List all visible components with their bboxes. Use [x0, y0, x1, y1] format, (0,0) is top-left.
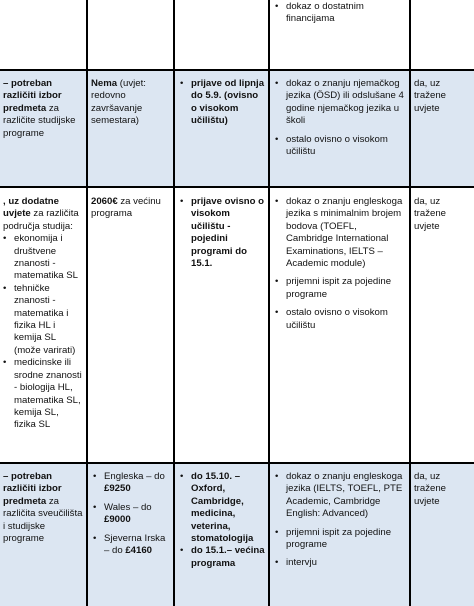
list-item: • ostalo ovisno o visokom učilištu: [273, 134, 406, 159]
table-cell: [411, 464, 474, 606]
requirement-text: za različite studijske programe: [3, 102, 76, 139]
table-cell: [0, 188, 86, 462]
list-item: • tehničke znanosti - matematika i fizika HL i kemija SL (može varirati): [3, 283, 83, 357]
table-cell: [175, 464, 268, 606]
requirement-text: za različita područja studija:: [3, 208, 79, 232]
table-row: [0, 71, 474, 186]
row-divider: [0, 462, 474, 464]
column-divider: [268, 0, 270, 606]
list-item: [178, 196, 265, 270]
table-cell: [270, 464, 409, 606]
requirement-bold: – potreban različiti izbor predmeta: [3, 471, 62, 507]
list-item: • dokaz o znanju njemačkog jezika (ÖSD) ili odslušane 4 godine njemačkog jezika u školi: [273, 78, 406, 128]
recognition-text: da, uz tražene uvjete: [414, 471, 446, 507]
list-item: • dokaz o znanju engleskoga jezika (IELTS, TOEFL, PTE Academic, Cambridge English: Advanced): [273, 471, 406, 521]
row-divider: [0, 69, 474, 71]
table-cell: [270, 0, 409, 69]
table-cell: [88, 188, 173, 462]
list-item: [178, 471, 265, 545]
table-cell: [0, 0, 86, 69]
table-cell: [88, 71, 173, 186]
deadline-text: • prijave od lipnja do 5.9. (ovisno o visokom učilištu): [191, 78, 265, 127]
fee-value: £9000: [104, 514, 131, 526]
deadline-text: • prijave ovisno o visokom učilištu - pojedini programi do 15.1.: [191, 196, 265, 270]
row-divider: [0, 186, 474, 188]
column-divider: [173, 0, 175, 606]
list-item: • dokaz o dostatnim financijama: [273, 1, 406, 26]
table-cell: [0, 464, 86, 606]
fee-bold: 2060€: [91, 196, 118, 207]
requirement-text: za različita sveučilišta i studijske programe: [3, 495, 83, 545]
fee-text: (uvjet: redovno završavanje semestara): [91, 78, 146, 127]
deadline-text: • do 15.1.– većina programa: [191, 545, 265, 569]
list-item: • ekonomija i društvene znanosti - matematika SL: [3, 233, 83, 283]
table-cell: [88, 464, 173, 606]
recognition-text: da, uz tražene uvjete: [414, 196, 446, 232]
table-row: [0, 188, 474, 462]
list-item: • dokaz o znanju engleskoga jezika s minimalnim brojem bodova (TOEFL, Cambridge International Examinations, IELTS – Academic module): [273, 196, 406, 270]
column-divider: [86, 0, 88, 606]
list-item: [91, 502, 170, 527]
list-item: • medicinske ili srodne znanosti - biologija HL, matematika SL, kemija SL, fizika SL: [3, 357, 83, 431]
table-cell: [175, 188, 268, 462]
table-cell: [411, 0, 474, 69]
list-item: • ostalo ovisno o visokom učilištu: [273, 307, 406, 332]
list-item: [178, 78, 265, 128]
list-item: • prijemni ispit za pojedine programe: [273, 276, 406, 301]
list-item: [178, 545, 265, 570]
list-item: • intervju: [273, 557, 406, 569]
region-label: Engleska – do: [104, 471, 165, 482]
table-cell: [88, 0, 173, 69]
list-item: [91, 533, 170, 558]
table-row: [0, 464, 474, 606]
list-item: • prijemni ispit za pojedine programe: [273, 527, 406, 552]
fee-value: £9250: [104, 483, 131, 495]
fee-value: £4160: [125, 545, 153, 557]
table-cell: [411, 188, 474, 462]
fee-text: za većinu programa: [91, 196, 161, 220]
table-row: [0, 0, 474, 69]
list-item: [91, 471, 170, 496]
requirement-bold: – potreban različiti izbor predmeta: [3, 78, 62, 114]
fee-bold: Nema: [91, 78, 118, 89]
table-cell: [0, 71, 86, 186]
column-divider: [409, 0, 411, 606]
table-cell: [270, 71, 409, 186]
deadline-text: • do 15.10. – Oxford, Cambridge, medicina, veterina, stomatologija: [191, 471, 254, 545]
table-cell: [175, 71, 268, 186]
region-label: Wales – do: [104, 501, 152, 513]
table-cell: [270, 188, 409, 462]
table-cell: [411, 71, 474, 186]
table-cell: [175, 0, 268, 69]
requirement-bold: , uz dodatne uvjete: [3, 196, 59, 220]
region-label: Sjeverna Irska – do: [104, 532, 166, 557]
recognition-text: da, uz tražene uvjete: [414, 78, 446, 114]
